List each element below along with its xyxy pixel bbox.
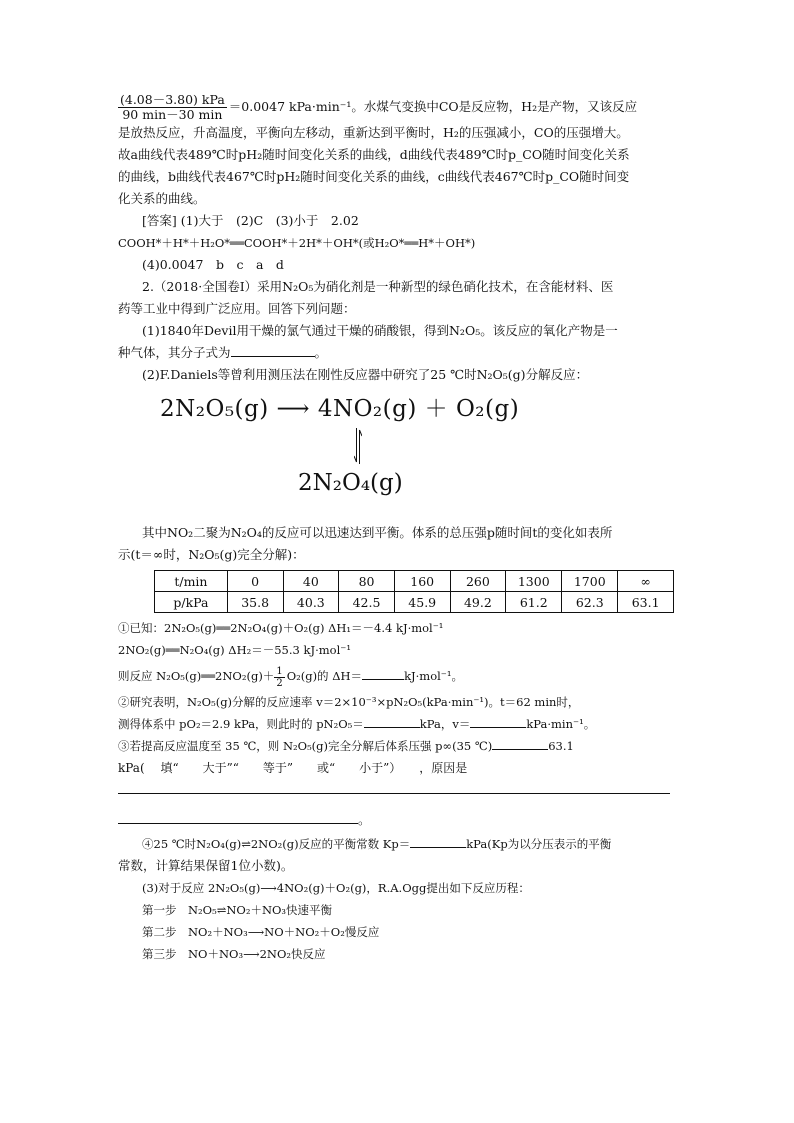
reaction-scheme [118, 390, 674, 522]
answer-line-1 [118, 210, 674, 232]
subpart1-line-2: 2NO₂(g)══N₂O₄(g) ΔH₂＝－55.3 kJ·mol⁻¹ [118, 643, 351, 657]
table-cell: 1700 [562, 571, 618, 592]
solution-line-1 [118, 92, 674, 122]
answer-blank-formula[interactable] [231, 342, 315, 357]
part2-line-1: (2)F.Daniels等曾利用测压法在刚性反应器中研究了25 ℃时N₂O₅(g)分解反应： [142, 367, 589, 382]
pressure-time-table [154, 570, 674, 613]
subpart2-unit: kPa·min⁻¹。 [526, 717, 596, 731]
table-cell: 40 [283, 571, 339, 592]
half-fraction [274, 666, 284, 689]
answer-blank-rate[interactable] [470, 713, 526, 728]
context-line-2: 示(t＝∞时，N₂O₅(g)完全分解)： [118, 547, 305, 562]
table-cell: 0 [227, 571, 283, 592]
solution-text: ＝0.0047 kPa·min⁻¹。水煤气变换中CO是反应物，H₂是产物，又该反应 [228, 99, 638, 114]
subpart2-line-1: ②研究表明，N₂O₅(g)分解的反应速率 v＝2×10⁻³×pN₂O₅(kPa·min⁻¹)。t＝62 min时， [118, 695, 580, 709]
answer-blank-comparison[interactable] [492, 735, 548, 750]
solution-line-4: 的曲线，b曲线代表467℃时pH₂随时间变化关系的曲线，c曲线代表467℃时p_CO随时间变 [118, 169, 630, 184]
answer-text: (1)大于 (2)C (3)小于 2.02 [180, 213, 359, 228]
table-cell: 63.1 [618, 592, 674, 613]
table-cell: 1300 [506, 571, 562, 592]
subpart1-line-3 [118, 661, 674, 691]
part1-end: 。 [314, 345, 328, 360]
half-denominator: 2 [276, 677, 283, 689]
solution-line-2: 是放热反应，升高温度，平衡向左移动，重新达到平衡时，H₂的压强减小，CO的压强增大。 [118, 125, 629, 140]
answer-line-2: COOH*＋H*＋H₂O*══COOH*＋2H*＋OH*(或H₂O*══H*＋OH*) [118, 236, 476, 250]
answer-blank-enthalpy[interactable] [362, 665, 404, 680]
part1-line-1: (1)1840年Devil用干燥的氯气通过干燥的硝酸银，得到N₂O₅。该反应的氧化产物是一 [142, 323, 618, 338]
reaction-equation: 2N₂O₅(g) ⟶ 4NO₂(g) ＋ O₂(g) [160, 396, 520, 422]
fraction-numerator: (4.08－3.80) kPa [120, 92, 225, 107]
table-cell: 160 [394, 571, 450, 592]
context-line-1: 其中NO₂二聚为N₂O₄的反应可以迅速达到平衡。体系的总压强p随时间t的变化如表所 [142, 525, 613, 540]
table-header-time: t/min [155, 571, 228, 592]
table-cell: 35.8 [227, 592, 283, 613]
subpart4-unit: kPa(Kp为以分压表示的平衡 [466, 837, 612, 851]
subpart3-prompt: ③若提高反应温度至 35 ℃，则 N₂O₅(g)完全分解后体系压强 p∞(35 ℃) [118, 739, 493, 753]
subpart3-line-3 [118, 779, 674, 809]
mechanism-step-2: 第二步 NO₂＋NO₃⟶NO＋NO₂＋O₂慢反应 [142, 925, 380, 939]
table-cell: ∞ [618, 571, 674, 592]
subpart3-end: 。 [358, 812, 371, 827]
subpart4-line-2: 常数，计算结果保留1位小数)。 [118, 858, 294, 873]
subpart1-prompt: 则反应 N₂O₅(g)══2NO₂(g)＋ [118, 669, 275, 683]
part3-line-1: (3)对于反应 2N₂O₅(g)⟶4NO₂(g)＋O₂(g)，R.A.Ogg提出如下反应历程： [142, 881, 530, 895]
answer-blank-reason-end[interactable] [118, 809, 358, 824]
solution-line-3: 故a曲线代表489℃时pH₂随时间变化关系的曲线，d曲线代表489℃时p_CO随时间变化关系 [118, 147, 630, 162]
page-content [118, 94, 674, 965]
part1-line-2 [118, 342, 674, 364]
table-cell: 42.5 [339, 592, 395, 613]
subpart3-value: 63.1 [548, 739, 574, 753]
subpart1-mid: O₂(g)的 ΔH＝ [286, 669, 363, 683]
subpart2-prompt: 测得体系中 pO₂＝2.9 kPa，则此时的 pN₂O₅＝ [118, 717, 364, 731]
table-cell: 45.9 [394, 592, 450, 613]
subpart1-line-1: ①已知：2N₂O₅(g)══2N₂O₄(g)＋O₂(g) ΔH₁＝－4.4 kJ·mol⁻¹ [118, 621, 444, 635]
table-header-pressure: p/kPa [155, 592, 228, 613]
half-numerator: 1 [276, 665, 283, 677]
answer-blank-kp[interactable] [410, 833, 466, 848]
answer-line-3: (4)0.0047 b c a d [142, 257, 284, 272]
mechanism-step-1: 第一步 N₂O₅⇌NO₂＋NO₃快速平衡 [142, 903, 333, 917]
equilibrium-arrow-icon [354, 428, 362, 464]
table-cell: 40.3 [283, 592, 339, 613]
dimer-product: 2N₂O₄(g) [298, 470, 403, 496]
subpart3-line-4 [118, 809, 674, 833]
subpart2-line-2 [118, 713, 674, 735]
table-row [155, 571, 674, 592]
table-cell: 80 [339, 571, 395, 592]
mechanism-step-3: 第三步 NO＋NO₃⟶2NO₂快反应 [142, 947, 326, 961]
table-cell: 62.3 [562, 592, 618, 613]
subpart2-mid: kPa，v＝ [419, 717, 471, 731]
part1-prompt: 种气体，其分子式为 [118, 345, 231, 360]
fraction-denominator: 90 min－30 min [122, 107, 223, 122]
question-intro-2: 药等工业中得到广泛应用。回答下列问题： [118, 301, 356, 316]
subpart4-line-1 [118, 833, 674, 855]
table-cell: 61.2 [506, 592, 562, 613]
answer-blank-partial-pressure[interactable] [364, 713, 420, 728]
question-intro-1: 2.（2018·全国卷Ⅰ）采用N₂O₅为硝化剂是一种新型的绿色硝化技术，在含能材料、医 [142, 279, 614, 294]
answer-blank-reason-line[interactable] [118, 779, 670, 794]
table-row [155, 592, 674, 613]
subpart3-line-2: kPa( 填“ 大于”“ 等于” 或“ 小于”） ，原因是 [118, 761, 468, 775]
rate-fraction [118, 93, 227, 122]
subpart3-line-1 [118, 735, 674, 757]
answer-tag: [答案] [142, 213, 177, 228]
subpart1-unit: kJ·mol⁻¹。 [404, 669, 463, 683]
subpart4-prompt: ④25 ℃时N₂O₄(g)⇌2NO₂(g)反应的平衡常数 Kp＝ [142, 837, 411, 851]
table-cell: 49.2 [450, 592, 506, 613]
table-cell: 260 [450, 571, 506, 592]
solution-line-5: 化关系的曲线。 [118, 191, 206, 206]
